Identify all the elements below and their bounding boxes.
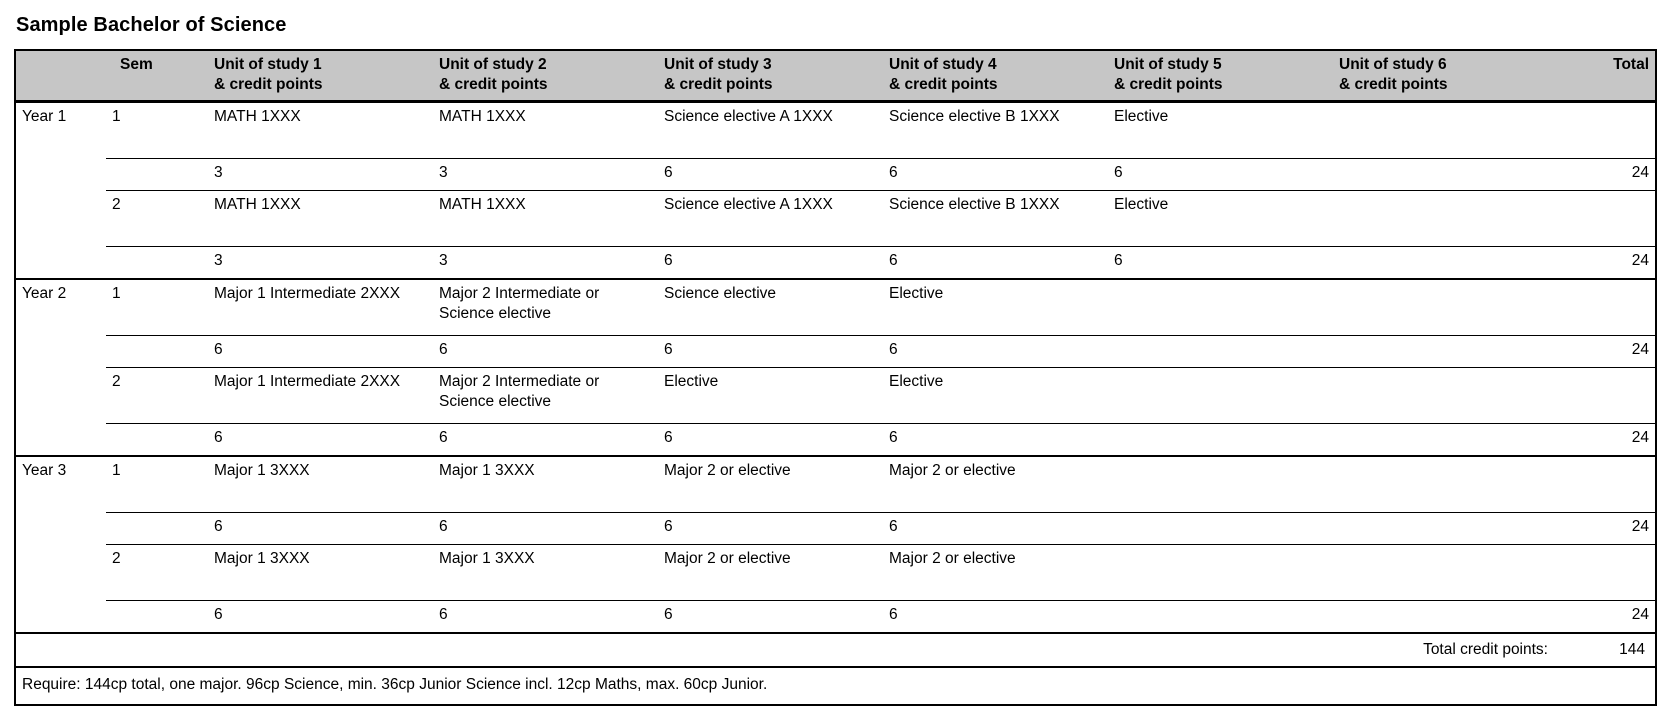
total-credit-points-value: 144 (1558, 633, 1656, 667)
total-credit-points-label: Total credit points: (15, 633, 1558, 667)
column-header-unit-5-line1: Unit of study 5 (1114, 56, 1222, 73)
cell-year-spacer (15, 601, 106, 634)
column-header-unit-6 (1333, 50, 1558, 102)
cell-sem: 2 (106, 368, 208, 424)
cell-total (1558, 545, 1656, 601)
cell-points-4: 6 (883, 424, 1108, 457)
cell-points-6 (1333, 513, 1558, 545)
cell-year-spacer (15, 336, 106, 368)
cell-unit-2: Major 1 3XXX (433, 545, 658, 601)
column-header-unit-5 (1108, 50, 1333, 102)
table-row-points (15, 247, 1656, 280)
table-row-points (15, 424, 1656, 457)
table-row (15, 102, 1656, 159)
table-row (15, 191, 1656, 247)
cell-points-6 (1333, 601, 1558, 634)
cell-unit-3: Major 2 or elective (658, 456, 883, 513)
cell-sem: 2 (106, 191, 208, 247)
cell-unit-3: Science elective A 1XXX (658, 102, 883, 159)
requirements-note: Require: 144cp total, one major. 96cp Science, min. 36cp Junior Science incl. 12cp Maths, max. 60cp Junior. (15, 667, 1656, 704)
cell-points-2: 6 (433, 336, 658, 368)
cell-points-1: 6 (208, 424, 433, 457)
cell-unit-5 (1108, 279, 1333, 336)
cell-unit-1: Major 1 Intermediate 2XXX (208, 368, 433, 424)
cell-points-6 (1333, 159, 1558, 191)
cell-points-2: 6 (433, 601, 658, 634)
cell-unit-3: Elective (658, 368, 883, 424)
cell-unit-1: MATH 1XXX (208, 102, 433, 159)
cell-year: Year 3 (15, 456, 106, 513)
column-header-unit-3 (658, 50, 883, 102)
cell-unit-4: Major 2 or elective (883, 456, 1108, 513)
cell-unit-2: MATH 1XXX (433, 102, 658, 159)
table-body (15, 102, 1656, 705)
table-row (15, 279, 1656, 336)
cell-unit-5 (1108, 368, 1333, 424)
cell-unit-1: Major 1 3XXX (208, 456, 433, 513)
cell-total (1558, 368, 1656, 424)
cell-year-spacer (15, 513, 106, 545)
cell-year: Year 2 (15, 279, 106, 336)
table-row-points (15, 601, 1656, 634)
cell-sem-spacer (106, 159, 208, 191)
cell-points-3: 6 (658, 601, 883, 634)
cell-sem: 1 (106, 456, 208, 513)
cell-unit-2: MATH 1XXX (433, 191, 658, 247)
cell-points-4: 6 (883, 601, 1108, 634)
column-header-unit-2 (433, 50, 658, 102)
cell-points-3: 6 (658, 424, 883, 457)
column-header-unit-3-line1: Unit of study 3 (664, 56, 772, 73)
cell-total: 24 (1558, 601, 1656, 634)
cell-total: 24 (1558, 336, 1656, 368)
cell-unit-4: Elective (883, 368, 1108, 424)
table-row-points (15, 159, 1656, 191)
cell-unit-1: Major 1 Intermediate 2XXX (208, 279, 433, 336)
table-row-points (15, 336, 1656, 368)
cell-points-4: 6 (883, 159, 1108, 191)
cell-unit-4: Science elective B 1XXX (883, 102, 1108, 159)
cell-unit-6 (1333, 368, 1558, 424)
cell-unit-6 (1333, 102, 1558, 159)
cell-points-4: 6 (883, 247, 1108, 280)
cell-points-2: 3 (433, 159, 658, 191)
cell-unit-1: MATH 1XXX (208, 191, 433, 247)
cell-unit-2: Major 2 Intermediate or Science elective (433, 368, 658, 424)
cell-sem-spacer (106, 424, 208, 457)
cell-unit-6 (1333, 279, 1558, 336)
cell-points-1: 6 (208, 336, 433, 368)
cell-unit-3: Science elective A 1XXX (658, 191, 883, 247)
cell-unit-2: Major 1 3XXX (433, 456, 658, 513)
cell-year (15, 368, 106, 424)
cell-year-spacer (15, 159, 106, 191)
column-header-unit-6-line2: & credit points (1339, 76, 1448, 94)
cell-points-5: 6 (1108, 247, 1333, 280)
study-plan-table (14, 49, 1657, 706)
cell-total: 24 (1558, 159, 1656, 191)
table-header (15, 50, 1656, 102)
cell-points-3: 6 (658, 247, 883, 280)
cell-points-1: 3 (208, 159, 433, 191)
cell-sem: 1 (106, 279, 208, 336)
column-header-unit-2-line1: Unit of study 2 (439, 56, 547, 73)
cell-year-spacer (15, 247, 106, 280)
cell-points-4: 6 (883, 513, 1108, 545)
column-header-unit-4-line2: & credit points (889, 76, 998, 94)
cell-sem-spacer (106, 336, 208, 368)
cell-year (15, 545, 106, 601)
cell-unit-2: Major 2 Intermediate or Science elective (433, 279, 658, 336)
totals-row (15, 633, 1656, 667)
column-header-unit-4 (883, 50, 1108, 102)
cell-unit-4: Science elective B 1XXX (883, 191, 1108, 247)
cell-points-3: 6 (658, 336, 883, 368)
cell-points-5: 6 (1108, 159, 1333, 191)
cell-unit-5 (1108, 545, 1333, 601)
cell-total: 24 (1558, 247, 1656, 280)
cell-sem-spacer (106, 601, 208, 634)
cell-unit-5: Elective (1108, 191, 1333, 247)
cell-points-5 (1108, 424, 1333, 457)
cell-points-3: 6 (658, 513, 883, 545)
cell-points-2: 6 (433, 424, 658, 457)
cell-total: 24 (1558, 513, 1656, 545)
cell-points-5 (1108, 601, 1333, 634)
cell-sem-spacer (106, 247, 208, 280)
cell-unit-3: Science elective (658, 279, 883, 336)
cell-year: Year 1 (15, 102, 106, 159)
cell-total (1558, 279, 1656, 336)
cell-total (1558, 191, 1656, 247)
cell-unit-1: Major 1 3XXX (208, 545, 433, 601)
cell-unit-5 (1108, 456, 1333, 513)
cell-points-3: 6 (658, 159, 883, 191)
cell-unit-4: Major 2 or elective (883, 545, 1108, 601)
column-header-unit-5-line2: & credit points (1114, 76, 1223, 94)
cell-points-2: 6 (433, 513, 658, 545)
cell-sem: 2 (106, 545, 208, 601)
cell-year (15, 191, 106, 247)
column-header-unit-1 (208, 50, 433, 102)
cell-unit-3: Major 2 or elective (658, 545, 883, 601)
cell-unit-6 (1333, 545, 1558, 601)
cell-points-4: 6 (883, 336, 1108, 368)
table-row (15, 456, 1656, 513)
column-header-unit-3-line2: & credit points (664, 76, 773, 94)
cell-points-6 (1333, 247, 1558, 280)
column-header-year (15, 50, 106, 102)
cell-unit-5: Elective (1108, 102, 1333, 159)
cell-unit-6 (1333, 456, 1558, 513)
requirements-note-row (15, 667, 1656, 704)
cell-points-1: 6 (208, 513, 433, 545)
column-header-sem: Sem (106, 50, 208, 102)
cell-total: 24 (1558, 424, 1656, 457)
column-header-unit-2-line2: & credit points (439, 76, 548, 94)
column-header-unit-1-line2: & credit points (214, 76, 323, 94)
table-row-points (15, 513, 1656, 545)
cell-unit-6 (1333, 191, 1558, 247)
cell-points-2: 3 (433, 247, 658, 280)
cell-total (1558, 102, 1656, 159)
column-header-unit-1-line1: Unit of study 1 (214, 56, 322, 73)
cell-sem: 1 (106, 102, 208, 159)
table-header-row (15, 50, 1656, 102)
table-row (15, 545, 1656, 601)
cell-points-5 (1108, 513, 1333, 545)
cell-unit-4: Elective (883, 279, 1108, 336)
cell-year-spacer (15, 424, 106, 457)
cell-points-6 (1333, 336, 1558, 368)
column-header-total: Total (1558, 50, 1656, 102)
cell-points-6 (1333, 424, 1558, 457)
column-header-unit-4-line1: Unit of study 4 (889, 56, 997, 73)
cell-sem-spacer (106, 513, 208, 545)
cell-points-1: 6 (208, 601, 433, 634)
table-row (15, 368, 1656, 424)
column-header-unit-6-line1: Unit of study 6 (1339, 56, 1447, 73)
cell-points-1: 3 (208, 247, 433, 280)
cell-total (1558, 456, 1656, 513)
page-title: Sample Bachelor of Science (16, 14, 287, 36)
cell-points-5 (1108, 336, 1333, 368)
